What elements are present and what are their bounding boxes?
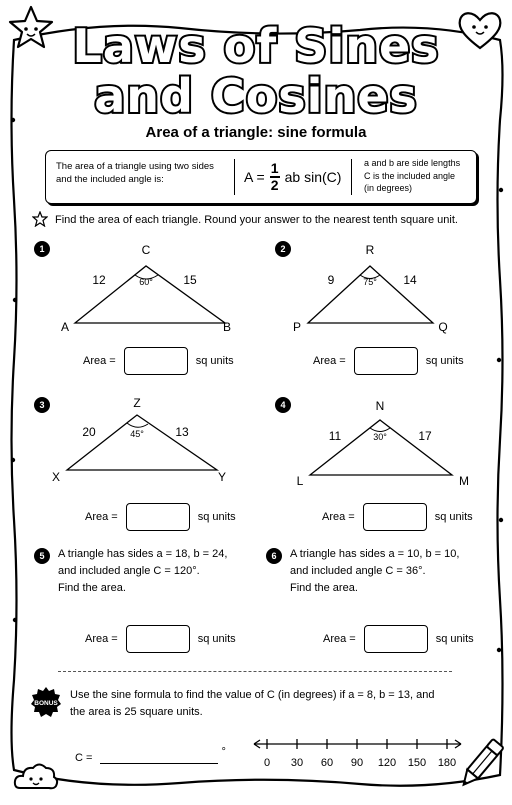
cloud-icon [12, 758, 60, 794]
word-problem: A triangle has sides a = 10, b = 10, and included angle C = 36°. Find the area. [290, 548, 460, 594]
number-line-tick-label: 120 [377, 757, 397, 769]
svg-text:9: 9 [327, 273, 335, 287]
answer-box[interactable] [124, 347, 188, 375]
area-formula: A = $\frac{1}{2}$ ab sin(C) [244, 160, 342, 193]
triangle-xyz [45, 393, 245, 493]
formula-box [45, 150, 477, 204]
svg-text:60°: 60° [139, 277, 153, 287]
triangle-pqr [288, 236, 468, 336]
svg-text:A: A [60, 320, 70, 334]
pencil-icon [456, 735, 506, 793]
star-outline-icon [32, 211, 48, 227]
answer-row: Area = sq units [83, 347, 234, 375]
page-subtitle: Area of a triangle: sine formula [145, 124, 367, 141]
answer-box[interactable] [354, 347, 418, 375]
svg-text:Laws of Sines: Laws of Sines [72, 19, 440, 73]
svg-text:L: L [296, 474, 304, 488]
problem-number: 5 [34, 548, 50, 564]
answer-box[interactable] [126, 625, 190, 653]
answer-box[interactable] [126, 503, 190, 531]
svg-text:13: 13 [175, 425, 189, 439]
svg-text:75°: 75° [363, 277, 377, 287]
problem-number: 3 [34, 397, 50, 413]
number-line-tick-label: 0 [263, 757, 271, 769]
answer-row: Area = sq units [322, 503, 473, 531]
answer-row: Area = sq units [313, 347, 464, 375]
triangle-lmn [288, 393, 478, 493]
word-problem: A triangle has sides a = 18, b = 24, and included angle C = 120°. Find the area. [58, 548, 228, 594]
svg-text:45°: 45° [130, 429, 144, 439]
problem-number: 2 [275, 241, 291, 257]
formula-description: The area of a triangle using two sides and the included angle is: [56, 161, 214, 185]
divider [351, 159, 352, 195]
number-line-tick-label: 180 [437, 757, 457, 769]
answer-row: Area = sq units [85, 625, 236, 653]
bonus-badge-icon [30, 686, 62, 718]
svg-text:Y: Y [217, 470, 227, 484]
svg-text:M: M [459, 474, 469, 488]
svg-text:X: X [51, 470, 61, 484]
svg-text:R: R [365, 243, 375, 257]
svg-text:12: 12 [92, 273, 106, 287]
svg-text:B: B [222, 320, 232, 334]
svg-text:11: 11 [328, 429, 342, 443]
svg-text:Q: Q [438, 320, 448, 334]
instructions: Find the area of each triangle. Round your answer to the nearest tenth square unit. [55, 214, 458, 226]
page-title [0, 18, 512, 122]
svg-text:P: P [292, 320, 302, 334]
answer-blank[interactable] [100, 751, 218, 764]
svg-text:30°: 30° [373, 432, 387, 442]
svg-text:BONUS: BONUS [34, 700, 58, 707]
problem-number: 6 [266, 548, 282, 564]
svg-text:N: N [375, 399, 385, 413]
problem-number: 4 [275, 397, 291, 413]
number-line-tick-label: 30 [290, 757, 304, 769]
answer-box[interactable] [363, 503, 427, 531]
divider [234, 159, 235, 195]
problem-number: 1 [34, 241, 50, 257]
number-line-tick-label: 90 [350, 757, 364, 769]
svg-text:14: 14 [403, 273, 417, 287]
answer-row: Area = sq units [85, 503, 236, 531]
svg-text:17: 17 [418, 429, 432, 443]
answer-box[interactable] [364, 625, 428, 653]
number-line-tick-label: 60 [320, 757, 334, 769]
triangle-abc [55, 236, 245, 336]
dashed-divider [58, 671, 452, 672]
number-line-tick-label: 150 [407, 757, 427, 769]
answer-row: Area = sq units [323, 625, 474, 653]
svg-text:15: 15 [183, 273, 197, 287]
svg-text:C: C [141, 243, 151, 257]
formula-legend: a and b are side lengths C is the included angle (in degrees) [364, 158, 461, 193]
svg-text:Z: Z [133, 396, 141, 410]
bonus-answer-row: C = ° [75, 746, 226, 764]
svg-text:20: 20 [82, 425, 96, 439]
fraction-one-half: $\frac{1}{2}$ [270, 160, 279, 193]
svg-text:and Cosines: and Cosines [94, 69, 418, 122]
number-line [250, 733, 465, 773]
bonus-question: Use the sine formula to find the value of C (in degrees) if a = 8, b = 13, and the area is 25 square units. [70, 689, 435, 718]
